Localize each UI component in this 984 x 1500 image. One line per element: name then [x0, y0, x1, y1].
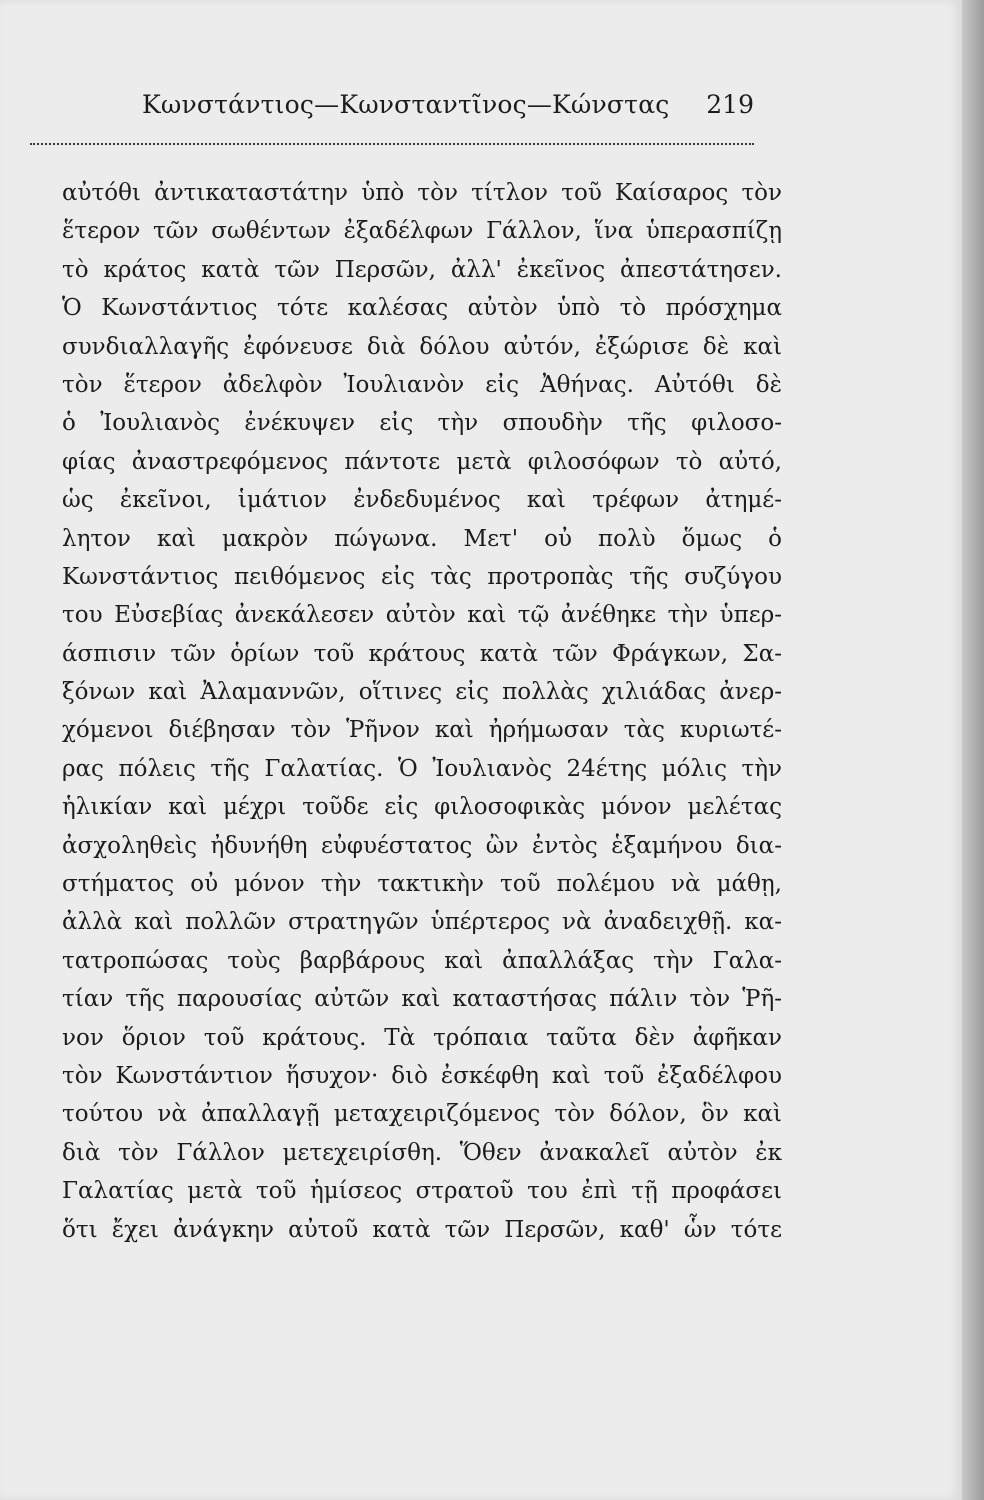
page-edge-shadow	[962, 0, 984, 1500]
text-line: τατροπώσας τοὺς βαρβάρους καὶ ἀπαλλάξας τὴν Γαλα-	[62, 947, 782, 974]
running-head: Κωνστάντιος—Κωνσταντῖνος—Κώνστας	[142, 90, 670, 119]
text-line: ὁ Ἰουλιανὸς ἐνέκυψεν εἰς τὴν σπουδὴν τῆς φιλοσο-	[62, 410, 782, 437]
text-line: διὰ τὸν Γάλλον μετεχειρίσθη. Ὅθεν ἀνακαλεῖ αὐτὸν ἐκ	[62, 1139, 782, 1166]
page-header	[142, 90, 754, 130]
text-line: τὸν Κωνστάντιον ἥσυχον· διὸ ἐσκέφθη καὶ τοῦ ἐξαδέλφου	[62, 1062, 782, 1089]
text-line: νον ὅριον τοῦ κράτους. Τὰ τρόπαια ταῦτα δὲν ἀφῆκαν	[62, 1024, 782, 1051]
text-line: φίας ἀναστρεφόμενος πάντοτε μετὰ φιλοσόφων τὸ αὐτό,	[62, 448, 782, 475]
text-line: χόμενοι διέβησαν τὸν Ῥῆνον καὶ ἠρήμωσαν τὰς κυριωτέ-	[62, 717, 782, 744]
body-text	[62, 174, 782, 1249]
text-line: ἀσχοληθεὶς ἠδυνήθη εὐφυέστατος ὢν ἐντὸς ἑξαμήνου δια-	[62, 832, 782, 859]
text-line: Κωνστάντιος πειθόμενος εἰς τὰς προτροπὰς τῆς συζύγου	[62, 563, 782, 590]
text-line: ἡλικίαν καὶ μέχρι τοῦδε εἰς φιλοσοφικὰς μόνον μελέτας	[62, 794, 782, 821]
text-line: ξόνων καὶ Ἀλαμαννῶν, οἵτινες εἰς πολλὰς χιλιάδας ἀνερ-	[62, 679, 782, 706]
text-line: στήματος οὐ μόνον τὴν τακτικὴν τοῦ πολέμου νὰ μάθῃ,	[62, 871, 782, 898]
text-line: ἀλλὰ καὶ πολλῶν στρατηγῶν ὑπέρτερος νὰ ἀναδειχθῇ. κα-	[62, 909, 782, 936]
text-line: ὅτι ἔχει ἀνάγκην αὐτοῦ κατὰ τῶν Περσῶν, καθ' ὧν τότε	[62, 1216, 782, 1243]
text-line: αὐτόθι ἀντικαταστάτην ὑπὸ τὸν τίτλον τοῦ Καίσαρος τὸν	[62, 180, 782, 206]
text-line: τίαν τῆς παρουσίας αὐτῶν καὶ καταστήσας πάλιν τὸν Ῥῆ-	[62, 986, 782, 1013]
text-line: λητον καὶ μακρὸν πώγωνα. Μετ' οὐ πολὺ ὅμως ὁ	[62, 525, 782, 552]
text-line: του Εὐσεβίας ἀνεκάλεσεν αὐτὸν καὶ τῷ ἀνέθηκε τὴν ὑπερ-	[62, 602, 782, 629]
text-line: τὸν ἕτερον ἀδελφὸν Ἰουλιανὸν εἰς Ἀθήνας. Αὐτόθι δὲ	[62, 371, 782, 398]
header-dotted-rule	[30, 143, 754, 145]
text-line: ἕτερον τῶν σωθέντων ἐξαδέλφων Γάλλον, ἵνα ὑπερασπίζῃ	[62, 218, 782, 245]
page-number: 219	[706, 90, 754, 119]
text-line: τούτου νὰ ἀπαλλαγῇ μεταχειριζόμενος τὸν δόλον, ὃν καὶ	[62, 1101, 782, 1128]
text-line: Ὁ Κωνστάντιος τότε καλέσας αὐτὸν ὑπὸ τὸ πρόσχημα	[62, 295, 782, 322]
text-line: τὸ κράτος κατὰ τῶν Περσῶν, ἀλλ' ἐκεῖνος ἀπεστάτησεν.	[62, 256, 782, 283]
text-line: συνδιαλλαγῆς ἐφόνευσε διὰ δόλου αὐτόν, ἐξώρισε δὲ καὶ	[62, 333, 782, 360]
text-line: άσπισιν τῶν ὁρίων τοῦ κράτους κατὰ τῶν Φράγκων, Σα-	[62, 640, 782, 667]
text-line: Γαλατίας μετὰ τοῦ ἡμίσεος στρατοῦ του ἐπὶ τῇ προφάσει	[62, 1178, 782, 1205]
text-line: ρας πόλεις τῆς Γαλατίας. Ὁ Ἰουλιανὸς 24έτης μόλις τὴν	[62, 755, 782, 782]
text-line: ὡς ἐκεῖνοι, ἱμάτιον ἐνδεδυμένος καὶ τρέφων ἀτημέ-	[62, 487, 782, 514]
